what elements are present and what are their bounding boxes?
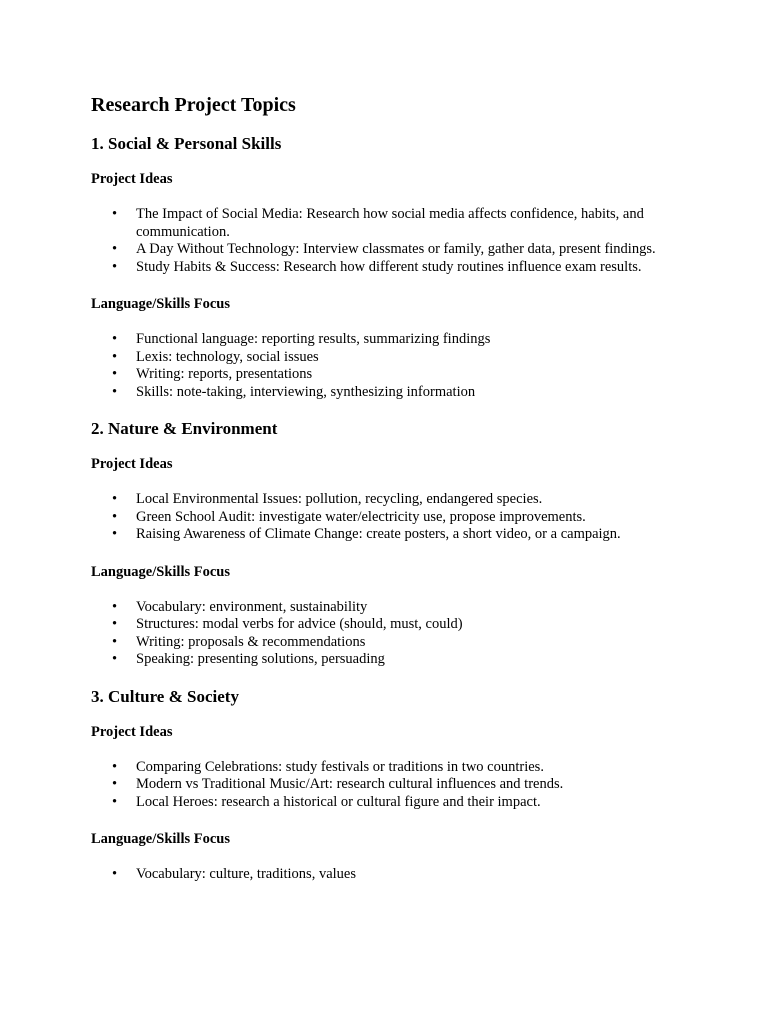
list-item: • Vocabulary: culture, traditions, values xyxy=(112,866,356,882)
bullet-icon: • xyxy=(112,206,118,222)
bullet-icon: • xyxy=(112,866,118,882)
list-item: • Skills: note-taking, interviewing, synthesizing information xyxy=(112,383,476,400)
list-item: • Writing: proposals & recommendations xyxy=(112,633,366,650)
project-ideas-label: Project Ideas xyxy=(91,723,173,740)
skills-focus-list xyxy=(91,331,691,401)
document-body xyxy=(91,93,691,884)
project-ideas-list xyxy=(91,206,691,276)
skills-focus-list xyxy=(91,599,691,669)
bullet-icon: • xyxy=(112,241,118,257)
bullet-icon: • xyxy=(112,651,118,667)
list-item: • Vocabulary: environment, sustainability xyxy=(112,598,368,615)
bullet-icon: • xyxy=(112,366,118,382)
list-item: • A Day Without Technology: Interview classmates or family, gather data, present findings. xyxy=(112,241,656,257)
list-item: • Structures: modal verbs for advice (should, must, could) xyxy=(112,616,463,632)
document-title: Research Project Topics xyxy=(91,94,296,116)
section-heading: 3. Culture & Society xyxy=(91,686,239,706)
list-item: • Modern vs Traditional Music/Art: research cultural influences and trends. xyxy=(112,776,564,792)
bullet-icon: • xyxy=(112,526,118,542)
project-ideas-label: Project Ideas xyxy=(91,456,173,472)
list-item: • Lexis: technology, social issues xyxy=(112,348,319,365)
list-item: • Comparing Celebrations: study festivals or traditions in two countries. xyxy=(112,758,544,775)
bullet-icon: • xyxy=(112,383,118,400)
list-item: • Speaking: presenting solutions, persuading xyxy=(112,651,385,667)
bullet-icon: • xyxy=(112,776,118,792)
project-ideas-label: Project Ideas xyxy=(91,171,173,187)
list-item: • Local Environmental Issues: pollution, recycling, endangered species. xyxy=(112,491,543,507)
skills-focus-label: Language/Skills Focus xyxy=(91,563,230,580)
bullet-icon: • xyxy=(112,758,118,775)
bullet-icon: • xyxy=(112,793,118,810)
skills-focus-label: Language/Skills Focus xyxy=(91,296,230,312)
project-ideas-list xyxy=(91,491,691,544)
bullet-icon: • xyxy=(112,633,118,650)
list-item: • Functional language: reporting results, summarizing findings xyxy=(112,331,491,347)
bullet-icon: • xyxy=(112,348,118,365)
bullet-icon: • xyxy=(112,331,118,347)
skills-focus-label: Language/Skills Focus xyxy=(91,831,230,847)
bullet-icon: • xyxy=(112,258,118,275)
section-heading: 1. Social & Personal Skills xyxy=(91,134,282,153)
project-ideas-list xyxy=(91,759,691,812)
list-item: • Green School Audit: investigate water/electricity use, propose improvements. xyxy=(112,508,586,525)
bullet-icon: • xyxy=(112,508,118,525)
list-item: • Local Heroes: research a historical or cultural figure and their impact. xyxy=(112,793,541,810)
skills-focus-list xyxy=(91,866,691,884)
list-item: • Study Habits & Success: Research how different study routines influence exam results. xyxy=(112,258,642,275)
bullet-icon: • xyxy=(112,598,118,615)
bullet-icon: • xyxy=(112,491,118,507)
list-item: • The Impact of Social Media: Research how social media affects confidence, habits, and communication. xyxy=(112,206,644,240)
bullet-icon: • xyxy=(112,616,118,632)
section-heading: 2. Nature & Environment xyxy=(91,419,278,438)
list-item: • Writing: reports, presentations xyxy=(112,366,313,382)
list-item: • Raising Awareness of Climate Change: create posters, a short video, or a campaign. xyxy=(112,526,621,542)
